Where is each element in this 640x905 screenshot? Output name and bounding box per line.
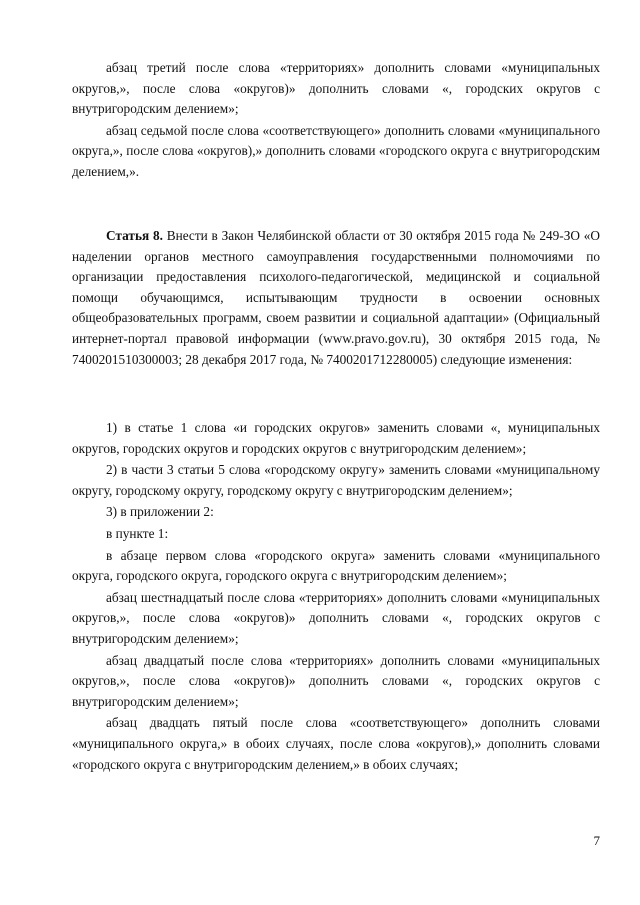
subpoint-header: в пункте 1: [106,525,169,541]
top-paragraphs [72,58,600,183]
abzac-pervyj: в абзаце первом слова «городского округа» заменить словами «муниципального округа, городского округа, городского округа с внутригородским делением»; [72,547,600,584]
amendments-list [72,418,600,775]
abzac-dvadcatyj: абзац двадцатый после слова «территориях» дополнить словами «муниципальных округов,», после слова «округов)» дополнить словами «, городских округов с внутригородским делением»; [72,652,600,709]
article-8-label: Статья 8. [106,228,163,243]
amendment-item-2: 2) в части 3 статьи 5 слова «городскому округу» заменить словами «муниципальному округу, городскому округу, городскому округу с внутригородским делением»; [72,462,600,498]
page-number: 7 [593,833,600,848]
article-8-text: Внести в Закон Челябинской области от 30 октября 2015 года № 249-ЗО «О наделении органов местного самоуправления государственными полномочиями по организации предоставления психолого-педагогической, медицинской и социальной помощи обучающимся, испытывающим трудности в освоении основных общеобразовательных программ, своем развитии и социальной адаптации» (Официальный интернет-портал правовой информации (www.pravo.gov.ru), 30 октября 2015 года, № 7400201510300003; 28 декабря 2017 года, № 7400201712280005) следующие изменения: [72,228,600,367]
amendment-item-3: 3) в приложении 2: [106,504,214,520]
paragraph-abzac-sedmoj: абзац седьмой после слова «соответствующего» дополнить словами «муниципального округа,», после слова «округов),» дополнить словами «городского округа с внутригородским делением,». [72,122,600,179]
abzac-shestnadcatyj: абзац шестнадцатый после слова «территориях» дополнить словами «муниципальных округов,», после слова «округов)» дополнить словами «, городских округов с внутригородским делением»; [72,589,600,646]
abzac-dvadcat-pyatyj: абзац двадцать пятый после слова «соответствующего» дополнить словами «муниципального округа,» в обоих случаях, после слова «округов),» дополнить словами «городского округа с внутригородским делением,» в обоих случаях; [72,715,600,772]
article-8-paragraph [72,226,600,370]
article-block [72,226,600,370]
amendment-item-1: 1) в статье 1 слова «и городских округов» заменить словами «, муниципальных округов, городских округов и городских округов с внутригородским делением»; [72,420,600,456]
paragraph-abzac-tretij: абзац третий после слова «территориях» дополнить словами «муниципальных округов,», после слова «округов)» дополнить словами «, городских округов с внутригородским делением»; [72,60,600,117]
